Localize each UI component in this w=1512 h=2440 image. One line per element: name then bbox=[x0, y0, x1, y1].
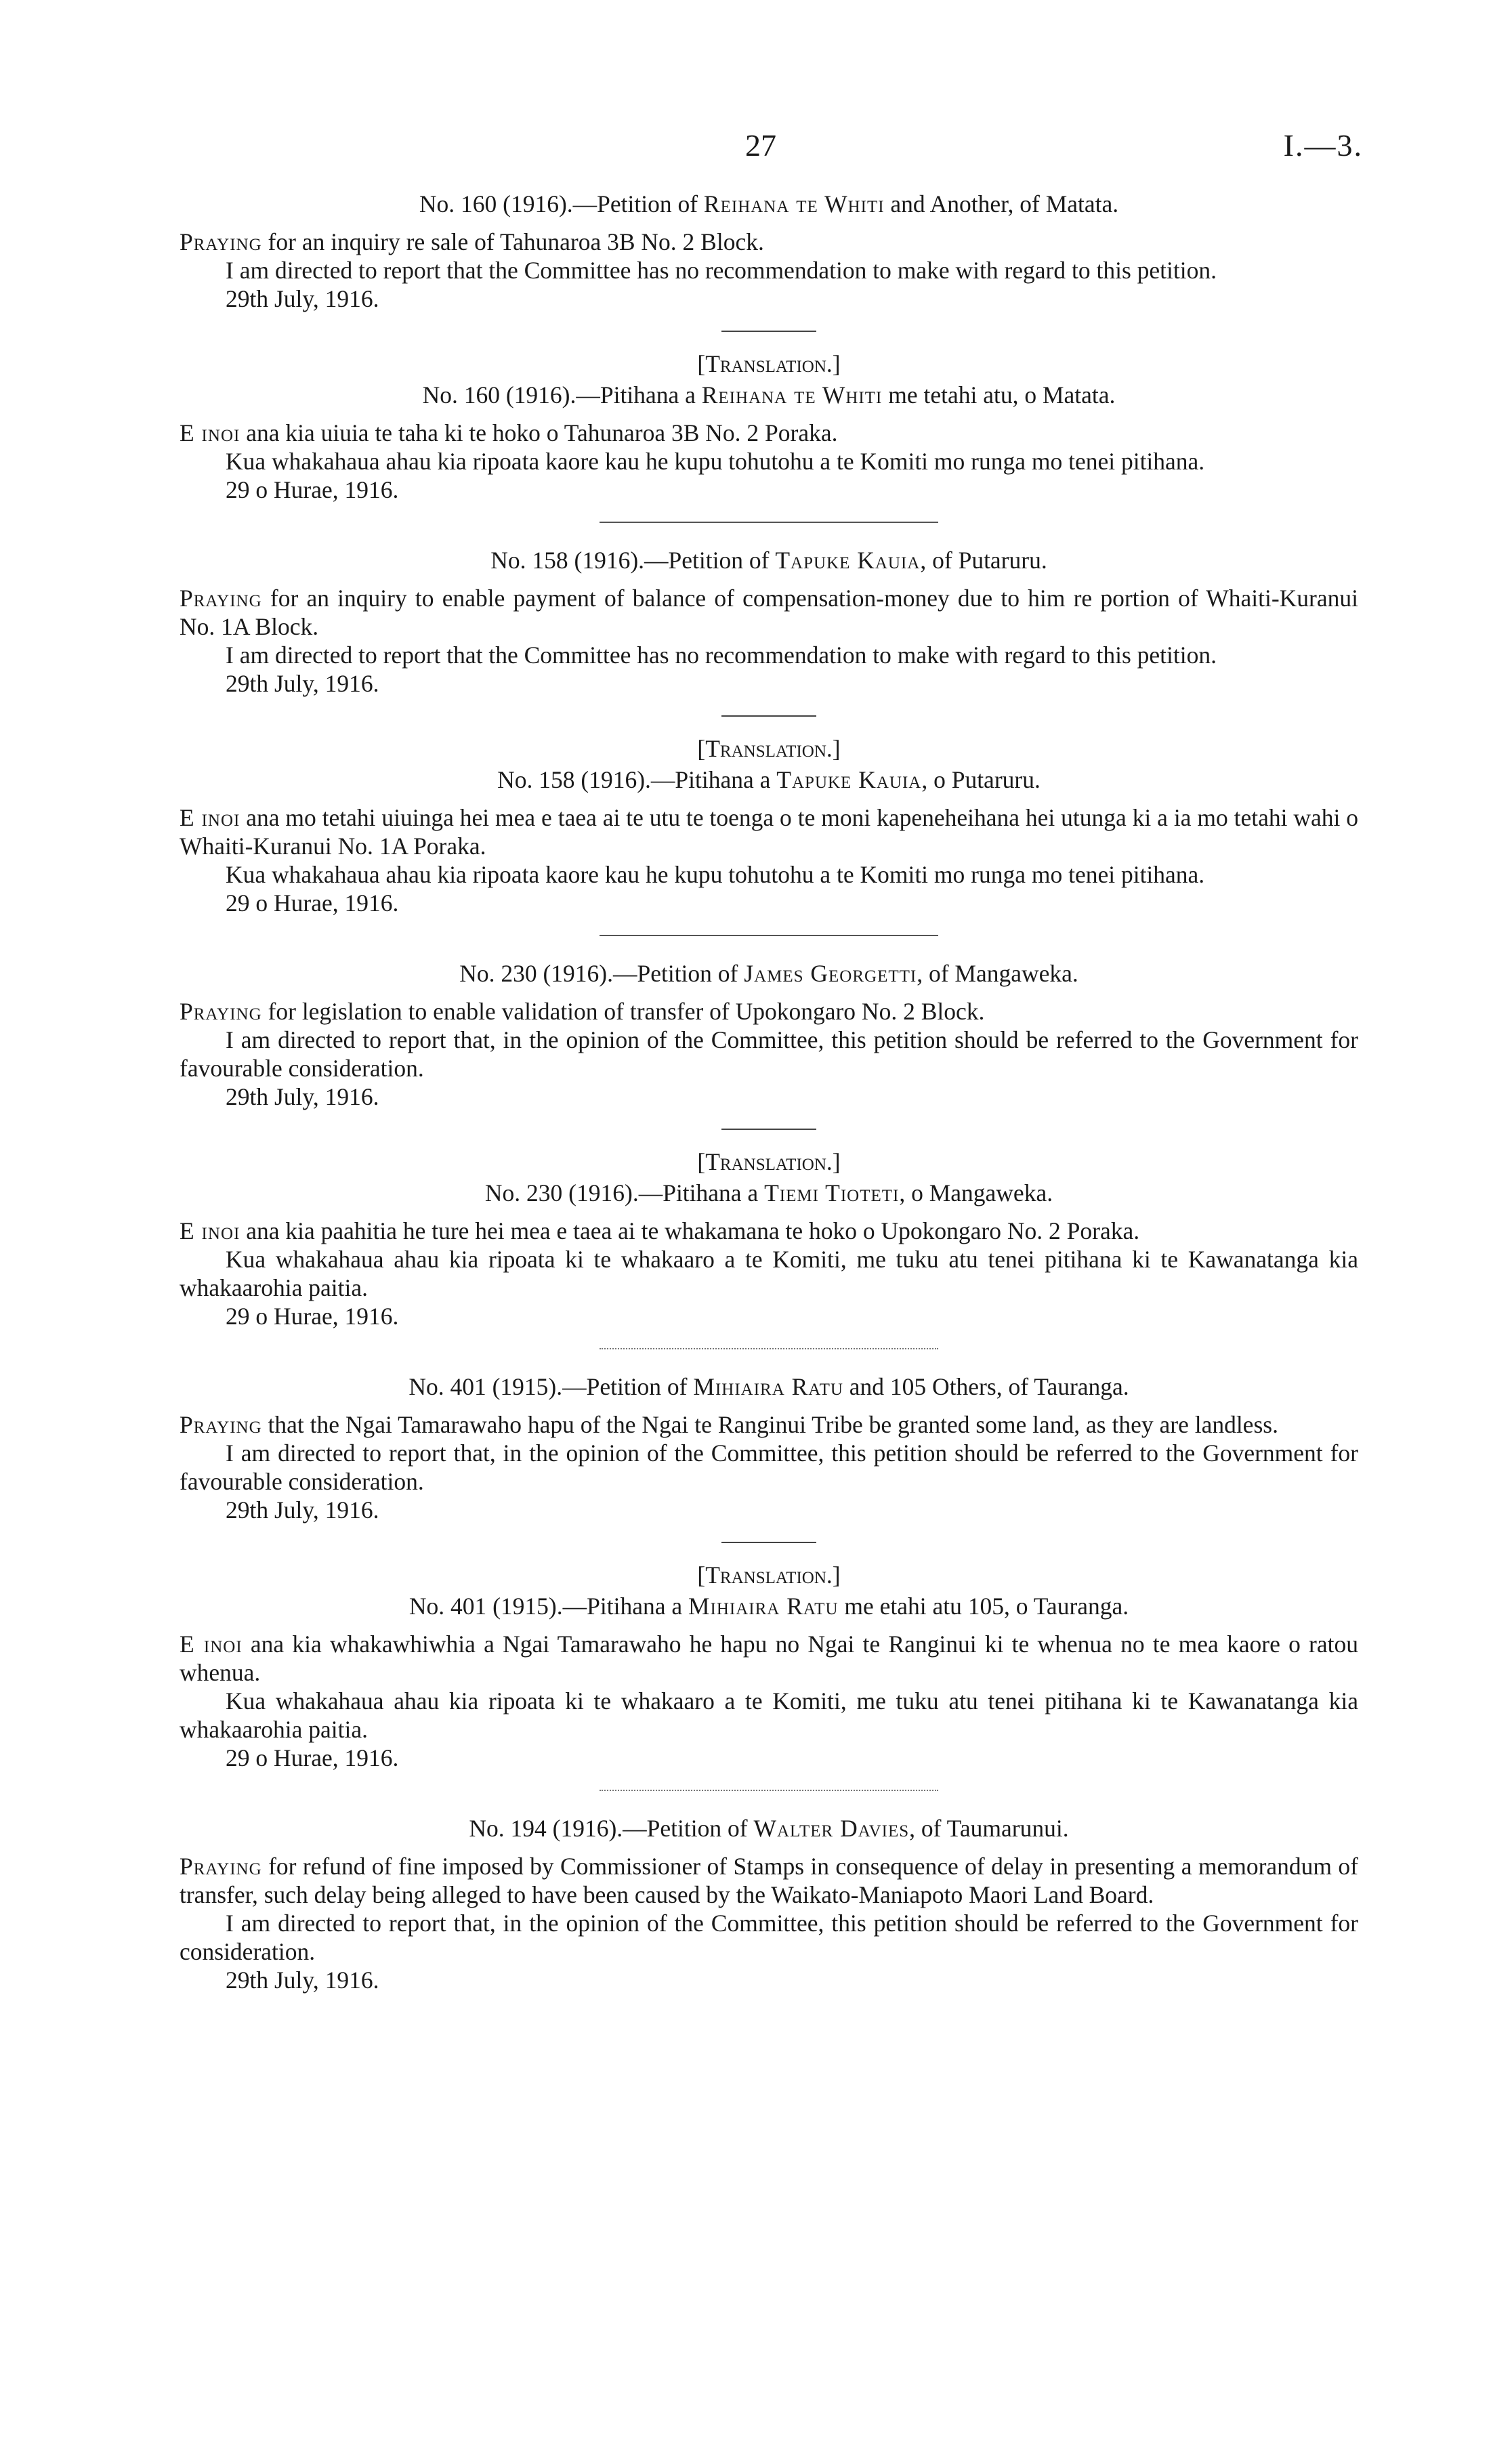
petitioner-name: Tiemi Tioteti bbox=[764, 1179, 900, 1206]
translation-date: 29 o Hurae, 1916. bbox=[226, 476, 399, 503]
section-divider bbox=[600, 1348, 938, 1349]
prayer-text: for refund of fine imposed by Commissioner of Stamps in consequence of delay in presenting a memorandum of transfer, such delay being alleged to have been caused by the Waikato-Maniapoto Maori Land Board. bbox=[180, 1853, 1358, 1908]
translation-heading bbox=[180, 765, 1358, 794]
report-date: 29th July, 1916. bbox=[226, 1083, 379, 1110]
translation-report: Kua whakahaua ahau kia ripoata ki te whakaaro a te Komiti, me tuku atu tenei pitihana ki te Kawanatanga kia whakaarohia paitia. bbox=[180, 1246, 1358, 1301]
petition-heading bbox=[180, 190, 1358, 218]
prayer-lead: E inoi bbox=[180, 804, 240, 831]
heading-text: No. 158 (1916).—Pitihana a bbox=[497, 766, 777, 793]
prayer-paragraph bbox=[180, 997, 1358, 1026]
report-paragraph: I am directed to report that the Committee has no recommendation to make with regard to this petition. bbox=[226, 641, 1217, 669]
prayer-lead: Praying bbox=[180, 585, 262, 612]
translation-report: Kua whakahaua ahau kia ripoata kaore kau he kupu tohutohu a te Komiti mo runga mo tenei pitihana. bbox=[226, 448, 1205, 475]
separator-rule bbox=[721, 1129, 816, 1130]
report-date: 29th July, 1916. bbox=[226, 670, 379, 697]
petition-heading bbox=[180, 959, 1358, 988]
prayer-paragraph bbox=[180, 584, 1358, 641]
prayer-text: ana mo tetahi uiuinga hei mea e taea ai te utu te toenga o te moni kapeneheihana hei utunga ki a ia mo tetahi wahi o Whaiti-Kuranui No. 1A Poraka. bbox=[180, 804, 1358, 860]
petitioner-name: Tapuke Kauia bbox=[776, 766, 922, 793]
prayer-text: for an inquiry to enable payment of balance of compensation-money due to him re portion of Whaiti-Kuranui No. 1A Block. bbox=[180, 585, 1358, 640]
prayer-lead: Praying bbox=[180, 1853, 262, 1880]
section-divider bbox=[600, 935, 938, 936]
translation-label: [Translation.] bbox=[697, 350, 841, 377]
petition-heading bbox=[180, 1372, 1358, 1401]
translation-prayer bbox=[180, 419, 1358, 447]
heading-text: No. 158 (1916).—Petition of bbox=[490, 547, 776, 574]
heading-text: me etahi atu 105, o Tauranga. bbox=[838, 1593, 1129, 1620]
page-header bbox=[0, 127, 1512, 168]
report-date: 29th July, 1916. bbox=[226, 285, 379, 312]
heading-text: No. 160 (1916).—Pitihana a bbox=[422, 381, 702, 408]
petitioner-name: Walter Davies bbox=[753, 1815, 910, 1842]
petition-heading bbox=[180, 1814, 1358, 1843]
heading-text: No. 401 (1915).—Petition of bbox=[408, 1373, 694, 1400]
prayer-lead: E inoi bbox=[180, 1631, 243, 1658]
prayer-lead: Praying bbox=[180, 228, 262, 255]
petition-entry-158 bbox=[180, 546, 1358, 917]
translation-label: [Translation.] bbox=[697, 1148, 841, 1175]
section-divider bbox=[600, 1790, 938, 1791]
prayer-lead: E inoi bbox=[180, 419, 240, 446]
translation-label: [Translation.] bbox=[697, 735, 841, 762]
translation-prayer bbox=[180, 803, 1358, 860]
translation-heading bbox=[180, 1592, 1358, 1620]
heading-text: , of Taumarunui. bbox=[909, 1815, 1069, 1842]
prayer-text: ana kia paahitia he ture hei mea e taea ai te whakamana te hoko o Upokongaro No. 2 Poraka. bbox=[240, 1217, 1140, 1244]
petition-entry-160 bbox=[180, 190, 1358, 504]
petition-entry-230 bbox=[180, 959, 1358, 1330]
prayer-paragraph bbox=[180, 1410, 1358, 1439]
petition-heading bbox=[180, 546, 1358, 574]
prayer-text: ana kia uiuia te taha ki te hoko o Tahunaroa 3B No. 2 Poraka. bbox=[240, 419, 838, 446]
prayer-text: ana kia whakawhiwhia a Ngai Tamarawaho he hapu no Ngai te Ranginui ki te whenua no te mea kaore o ratou whenua. bbox=[180, 1631, 1358, 1686]
heading-text: me tetahi atu, o Matata. bbox=[882, 381, 1116, 408]
prayer-paragraph bbox=[180, 1852, 1358, 1909]
translation-date: 29 o Hurae, 1916. bbox=[226, 1744, 399, 1771]
report-paragraph: I am directed to report that the Committee has no recommendation to make with regard to this petition. bbox=[226, 257, 1217, 284]
petitioner-name: Reihana te Whiti bbox=[703, 190, 885, 217]
heading-text: , of Mangaweka. bbox=[917, 960, 1078, 987]
translation-heading bbox=[180, 1179, 1358, 1207]
petitioner-name: Mihiaira Ratu bbox=[693, 1373, 843, 1400]
heading-text: and 105 Others, of Tauranga. bbox=[843, 1373, 1129, 1400]
heading-text: No. 230 (1916).—Pitihana a bbox=[484, 1179, 765, 1206]
translation-heading bbox=[180, 381, 1358, 409]
report-date: 29th July, 1916. bbox=[226, 1966, 379, 1994]
petitioner-name: Mihiaira Ratu bbox=[688, 1593, 839, 1620]
translation-date: 29 o Hurae, 1916. bbox=[226, 889, 399, 917]
section-divider bbox=[600, 522, 938, 523]
prayer-text: for legislation to enable validation of transfer of Upokongaro No. 2 Block. bbox=[261, 998, 985, 1025]
translation-date: 29 o Hurae, 1916. bbox=[226, 1303, 399, 1330]
heading-text: , o Putaruru. bbox=[921, 766, 1041, 793]
translation-report: Kua whakahaua ahau kia ripoata ki te whakaaro a te Komiti, me tuku atu tenei pitihana ki te Kawanatanga kia whakaarohia paitia. bbox=[180, 1687, 1358, 1743]
heading-text: No. 401 (1915).—Pitihana a bbox=[408, 1593, 688, 1620]
petitioner-name: Reihana te Whiti bbox=[701, 381, 883, 408]
report-paragraph: I am directed to report that, in the opinion of the Committee, this petition should be referred to the Government for consideration. bbox=[180, 1910, 1358, 1965]
prayer-lead: Praying bbox=[180, 1411, 262, 1438]
document-body bbox=[180, 190, 1358, 2000]
report-paragraph: I am directed to report that, in the opinion of the Committee, this petition should be referred to the Government for favourable consideration. bbox=[180, 1439, 1358, 1495]
prayer-lead: Praying bbox=[180, 998, 262, 1025]
translation-prayer bbox=[180, 1217, 1358, 1245]
heading-text: No. 230 (1916).—Petition of bbox=[459, 960, 744, 987]
translation-prayer bbox=[180, 1630, 1358, 1687]
page-number: 27 bbox=[745, 128, 776, 163]
heading-text: No. 194 (1916).—Petition of bbox=[469, 1815, 754, 1842]
separator-rule bbox=[721, 331, 816, 332]
heading-text: , of Putaruru. bbox=[920, 547, 1047, 574]
heading-text: and Another, of Matata. bbox=[884, 190, 1119, 217]
heading-text: No. 160 (1916).—Petition of bbox=[419, 190, 704, 217]
translation-report: Kua whakahaua ahau kia ripoata kaore kau he kupu tohutohu a te Komiti mo runga mo tenei pitihana. bbox=[226, 861, 1205, 888]
separator-rule bbox=[721, 1542, 816, 1543]
report-date: 29th July, 1916. bbox=[226, 1496, 379, 1523]
prayer-text: that the Ngai Tamarawaho hapu of the Ngai te Ranginui Tribe be granted some land, as they are landless. bbox=[261, 1411, 1278, 1438]
separator-rule bbox=[721, 715, 816, 717]
petitioner-name: Tapuke Kauia bbox=[775, 547, 921, 574]
report-paragraph: I am directed to report that, in the opinion of the Committee, this petition should be referred to the Government for favourable consideration. bbox=[180, 1026, 1358, 1082]
prayer-lead: E inoi bbox=[180, 1217, 240, 1244]
petition-entry-194 bbox=[180, 1814, 1358, 1994]
petitioner-name: James Georgetti bbox=[744, 960, 917, 987]
paper-reference: I.—3. bbox=[1283, 128, 1363, 163]
translation-label: [Translation.] bbox=[697, 1561, 841, 1589]
heading-text: , o Mangaweka. bbox=[899, 1179, 1053, 1206]
prayer-text: for an inquiry re sale of Tahunaroa 3B No. 2 Block. bbox=[261, 228, 764, 255]
petition-entry-401 bbox=[180, 1372, 1358, 1772]
prayer-paragraph bbox=[180, 228, 1358, 256]
